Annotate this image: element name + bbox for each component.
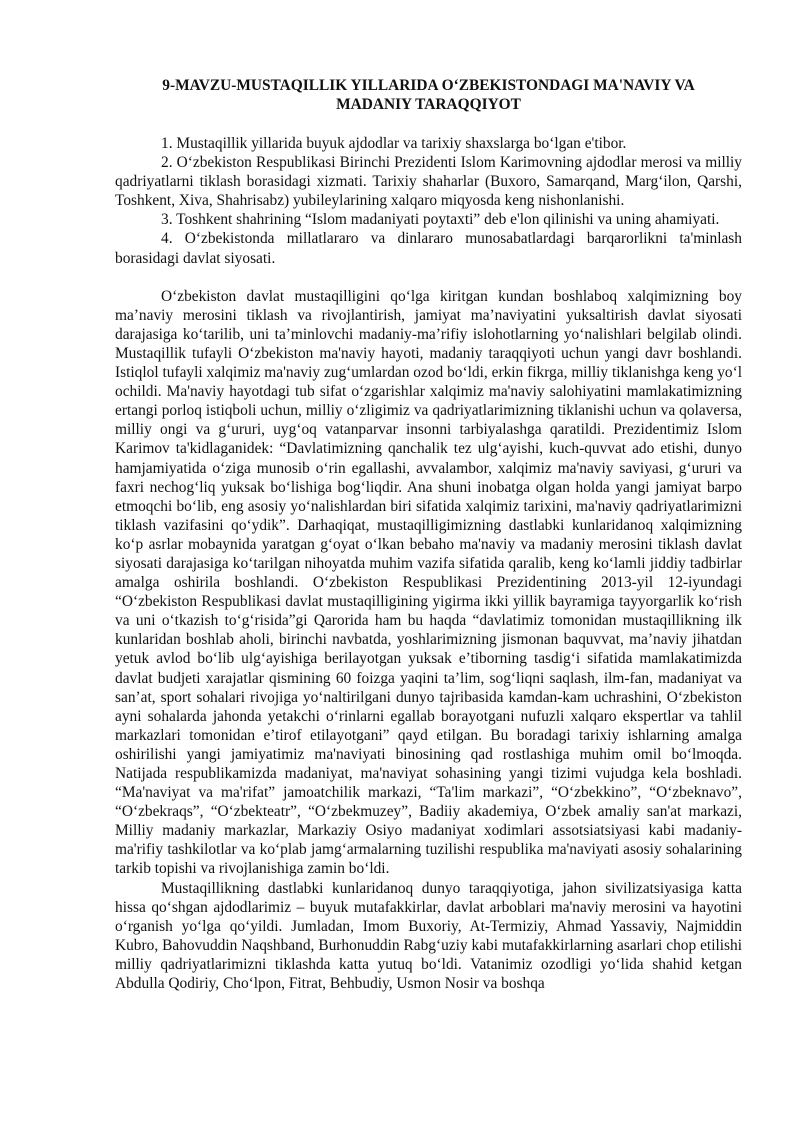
body-paragraph-1: O‘zbekiston davlat mustaqilligini qo‘lga kiritgan kundan boshlaboq xalqimizning boy ma’naviy merosini tiklash va rivojlantirish, jamiyat ma’naviyatini yuksaltirish davlat siyosati darajasiga ko‘tarilib, uni ta’minlovchi madaniy-ma’rifiy islohotlarning yo‘nalishlari belgilab olindi. Mustaqillik tufayli O‘zbekiston ma'naviy hayoti, madaniy taraqqiyoti uchun yangi davr boshlandi. Istiqlol tufayli xalqimiz ma'naviy zug‘umlardan ozod bo‘ldi, erkin fikrga, milliy tiklanishga keng yo‘l ochildi. Ma'naviy hayotdagi tub sifat o‘zgarishlar xalqimiz ma'naviy salohiyatini mamlakatimizning ertangi porloq istiqboli uchun, milliy o‘zligimiz va qadriyatlarimizning tiklanishi uchun va qolaversa, milliy ongi va g‘ururi, uyg‘oq vatanparvar insonni tarbiyalashga qaratildi. Prezidentimiz Islom Karimov ta'kidlaganidek: “Davlatimizning qanchalik tez ulg‘ayishi, kuch-quvvat ado etishi, dunyo hamjamiyatida o‘ziga munosib o‘rin egallashi, avvalambor, xalqimiz ma'naviy saviyasi, g‘ururi va faxri nechog‘liq yuksak bo‘lishiga bog‘liqdir. Ana shuni inobatga olgan holda yangi jamiyat barpo etmoqchi bo‘lib, eng asosiy yo‘nalishlardan biri sifatida xalqimiz tarixini, ma'naviy qadriyatlarimizni tiklash vazifasini qo‘ydik”. Darhaqiqat, mustaqilligimizning dastlabki kunlaridanoq xalqimizning ko‘p asrlar mobaynida yaratgan g‘oyat o‘lkan bebaho ma'naviy va madaniy merosini tiklash davlat siyosati darajasiga ko‘tarilgan nihoyatda muhim vazifa sifatida qaralib, keng ko‘lamli jiddiy tadbirlar amalga oshirila boshlandi. O‘zbekiston Respublikasi Prezidentining 2013-yil 12-iyundagi “O‘zbekiston Respublikasi davlat mustaqilligining yigirma ikki yillik bayramiga tayyorgarlik ko‘rish va uni o‘tkazish to‘g‘risida”gi Qarorida ham bu haqda “davlatimiz tomonidan mustaqillikning ilk kunlaridan boshlab aholi, birinchi navbatda, yoshlarimizning jismonan baquvvat, ma’naviy jihatdan yetuk avlod bo‘lib ulg‘ayishiga berilayotgan yuksak e’tiborning tasdig‘i sifatida mamlakatimizda davlat budjeti xarajatlar qismining 60 foizga yaqini ta’lim, sog‘liqni saqlash, ilm-fan, madaniyat va san’at, sport sohalari rivojiga yo‘naltirilgani dunyo tajribasida kamdan-kam uchrashini, O‘zbekiston ayni sohalarda jahonda yetakchi o‘rinlarni egallab borayotgani nufuzli xalqaro ekspertlar va tahlil markazlari tomonidan e’tirof etilayotgani” qayd etilgan. Bu boradagi tarixiy ishlarning amalga oshirilishi yangi jamiyatimiz ma'naviyati binosining qad rostlashiga muhim omil bo‘lmoqda. Natijada respublikamizda madaniyat, ma'naviyat sohasining yangi tizimi vujudga kela boshladi. “Ma'naviyat va ma'rifat” jamoatchilik markazi, “Ta'lim markazi”, “O‘zbekkino”, “O‘zbeknavo”, “O‘zbekraqs”, “O‘zbekteatr”, “O‘zbekmuzey”, Badiiy akademiya, O‘zbek amaliy san'at markazi, Milliy madaniy markazlar, Markaziy Osiyo madaniyat xodimlari assotsiatsiyasi kabi madaniy-ma'rifiy tashkilotlar va ko‘plab jamg‘armalarning tuzilishi respublika ma'naviyati asosiy sohalarining tarkib topishi va rivojlanishiga zamin bo‘ldi. <box>115 287 742 878</box>
document-body <box>115 287 742 993</box>
document-title: 9-MAVZU-MUSTAQILLIK YILLARIDA O‘ZBEKISTONDAGI MA'NAVIY VA MADANIY TARAQQIYOT <box>162 77 695 113</box>
plan-item-2: 2. O‘zbekiston Respublikasi Birinchi Prezidenti Islom Karimovning ajdodlar merosi va milliy qadriyatlarni tiklash borasidagi xizmati. Tarixiy shaharlar (Buxoro, Samarqand, Marg‘ilon, Qarshi, Toshkent, Xiva, Shahrisabz) yubileylarining xalqaro miqyosda keng nishonlanishi. <box>115 154 742 210</box>
topic-plan-list <box>115 134 742 268</box>
plan-item-3: 3. Toshkent shahrining “Islom madaniyati poytaxti” deb e'lon qilinishi va uning ahamiyati. <box>161 211 720 229</box>
plan-item-1: 1. Mustaqillik yillarida buyuk ajdodlar va tarixiy shaxslarga bo‘lgan e'tibor. <box>161 135 627 152</box>
body-paragraph-2: Mustaqillikning dastlabki kunlaridanoq dunyo taraqqiyotiga, jahon sivilizatsiyasiga katta hissa qo‘shgan ajdodlarimiz – buyuk mutafakkirlar, davlat arboblari ma'naviy merosini va hayotini o‘rganish yo‘lga qo‘yildi. Jumladan, Imom Buxoriy, At-Termiziy, Ahmad Yassaviy, Najmiddin Kubro, Bahovuddin Naqshband, Burhonuddin Rabg‘uziy kabi mutafakkirlarning asarlari chop etilishi milliy qadriyatlarimizni tiklashda katta yutuq bo‘ldi. Vatanimiz ozodligi yo‘lida shahid ketgan Abdulla Qodiriy, Cho‘lpon, Fitrat, Behbudiy, Usmon Nosir va boshqa <box>115 879 742 993</box>
document-page <box>115 76 742 993</box>
plan-item-4: 4. O‘zbekistonda millatlararo va dinlararo munosabatlardagi barqarorlikni ta'minlash borasidagi davlat siyosati. <box>115 230 742 267</box>
